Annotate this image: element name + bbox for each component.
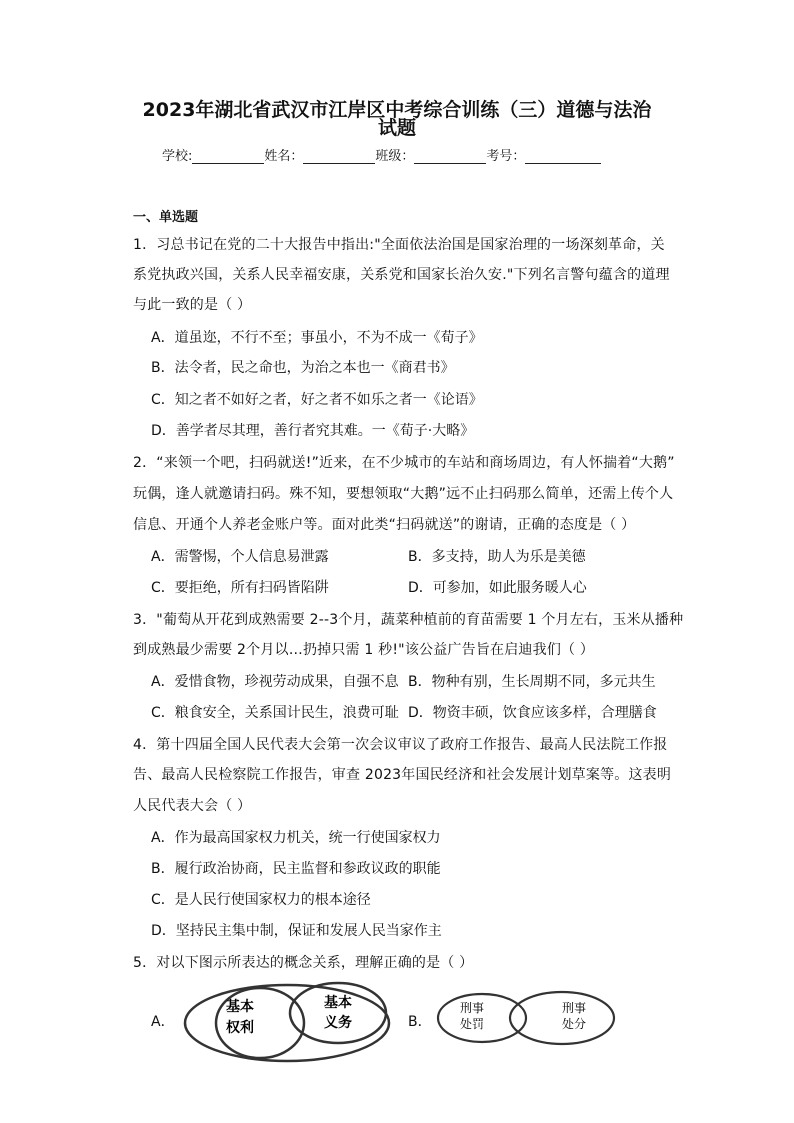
q2-option-c[interactable]: C．要拒绝，所有扫码皆陷阱 <box>151 580 329 596</box>
b-left-label-2: 处罚 <box>460 1017 485 1031</box>
q1-option-c[interactable]: C．知之者不如好之者，好之者不如乐之者一《论语》 <box>151 392 483 408</box>
q3-option-d[interactable]: D．物资丰硕，饮食应该多样，合理膳食 <box>408 705 657 721</box>
student-info-row <box>162 145 601 164</box>
q4-option-d[interactable]: D．坚持民主集中制，保证和发展人民当家作主 <box>151 923 442 939</box>
q1-stem-line: 1．习总书记在党的二十大报告中指出:"全面依法治国是国家治理的一场深刻革命，关 <box>133 237 665 253</box>
q4-stem-line: 4．第十四届全国人民代表大会第一次会议审议了政府工作报告、最高人民法院工作报 <box>133 737 668 753</box>
section-heading: 一、单选题 <box>133 210 199 225</box>
a-right-label-1: 基本 <box>324 995 352 1011</box>
q4-stem-line: 人民代表大会（ ） <box>133 798 252 814</box>
q3-stem-line: 3．"葡萄从开花到成熟需要 2--3个月，蔬菜种植前的育苗需要 1 个月左右，玉米从播种 <box>133 612 684 628</box>
a-right-label-2: 义务 <box>324 1015 352 1031</box>
q5-stem-line: 5．对以下图示所表达的概念关系，理解正确的是（ ） <box>133 955 474 971</box>
a-left-label-1: 基本 <box>226 999 254 1015</box>
q3-option-a[interactable]: A．爱惜食物，珍视劳动成果，自强不息 <box>151 674 399 690</box>
name-blank[interactable] <box>303 149 375 164</box>
class-label: 班级： <box>375 149 415 164</box>
q5-option-a[interactable]: A． <box>151 1014 175 1030</box>
q1-option-d[interactable]: D．善学者尽其理，善行者究其难。一《荀子·大略》 <box>151 423 475 439</box>
a-left-label-2: 权利 <box>226 1020 254 1036</box>
q4-option-a[interactable]: A．作为最高国家权力机关，统一行使国家权力 <box>151 830 441 846</box>
q3-option-c[interactable]: C．粮食安全，关系国计民生，浪费可耻 <box>151 705 399 721</box>
q2-stem-line: 信息、开通个人养老金账户等。面对此类“扫码就送”的谢请，正确的态度是（ ） <box>133 517 636 533</box>
q3-option-b[interactable]: B．物种有别，生长周期不同，多元共生 <box>408 674 656 690</box>
b-right-label-2: 处分 <box>562 1017 587 1031</box>
school-label: 学校: <box>162 149 193 164</box>
class-blank[interactable] <box>414 149 486 164</box>
venn-diagram-b <box>432 986 620 1050</box>
exam-title-line2: 试题 <box>377 117 416 139</box>
q1-stem-line: 系党执政兴国，关系人民幸福安康，关系党和国家长治久安."下列名言警句蕴含的道理 <box>133 267 670 283</box>
q5-option-b[interactable]: B． <box>408 1014 432 1030</box>
exam-no-blank[interactable] <box>525 149 601 164</box>
right-circle <box>290 983 386 1043</box>
q2-option-b[interactable]: B．多支持，助人为乐是美德 <box>408 549 586 565</box>
q4-option-b[interactable]: B．履行政治协商，民主监督和参政议政的职能 <box>151 861 441 877</box>
q4-option-c[interactable]: C．是人民行使国家权力的根本途径 <box>151 892 371 908</box>
q4-stem-line: 告、最高人民检察院工作报告，审查 2023年国民经济和社会发展计划草案等。这表明 <box>133 767 672 783</box>
q1-option-a[interactable]: A．道虽迩，不行不至；事虽小，不为不成一《荀子》 <box>151 330 483 346</box>
q1-stem-line: 与此一致的是（ ） <box>133 297 252 313</box>
venn-diagram-a <box>182 978 400 1068</box>
exam-title-line1: 2023年湖北省武汉市江岸区中考综合训练（三）道德与法治 <box>142 99 652 121</box>
q2-stem-line: 2．“来领一个吧，扫码就送!”近来，在不少城市的车站和商场周边，有人怀揣着“大鹅” <box>133 455 675 471</box>
b-right-label-1: 刑事 <box>562 1001 587 1015</box>
exam-no-label: 考号： <box>486 149 526 164</box>
school-blank[interactable] <box>192 149 264 164</box>
b-left-label-1: 刑事 <box>460 1001 485 1015</box>
q2-option-d[interactable]: D．可参加，如此服务暖人心 <box>408 580 587 596</box>
name-label: 姓名： <box>264 149 304 164</box>
q3-stem-line: 到成熟最少需要 2个月以…扔掉只需 1 秒!"该公益广告旨在启迪我们（ ） <box>133 642 595 658</box>
q1-option-b[interactable]: B．法令者，民之命也，为治之本也一《商君书》 <box>151 360 455 376</box>
q2-stem-line: 玩偶，逢人就邀请扫码。殊不知，要想领取“大鹅”远不止扫码那么简单，还需上传个人 <box>133 486 674 502</box>
q2-option-a[interactable]: A．需警惕，个人信息易泄露 <box>151 549 329 565</box>
